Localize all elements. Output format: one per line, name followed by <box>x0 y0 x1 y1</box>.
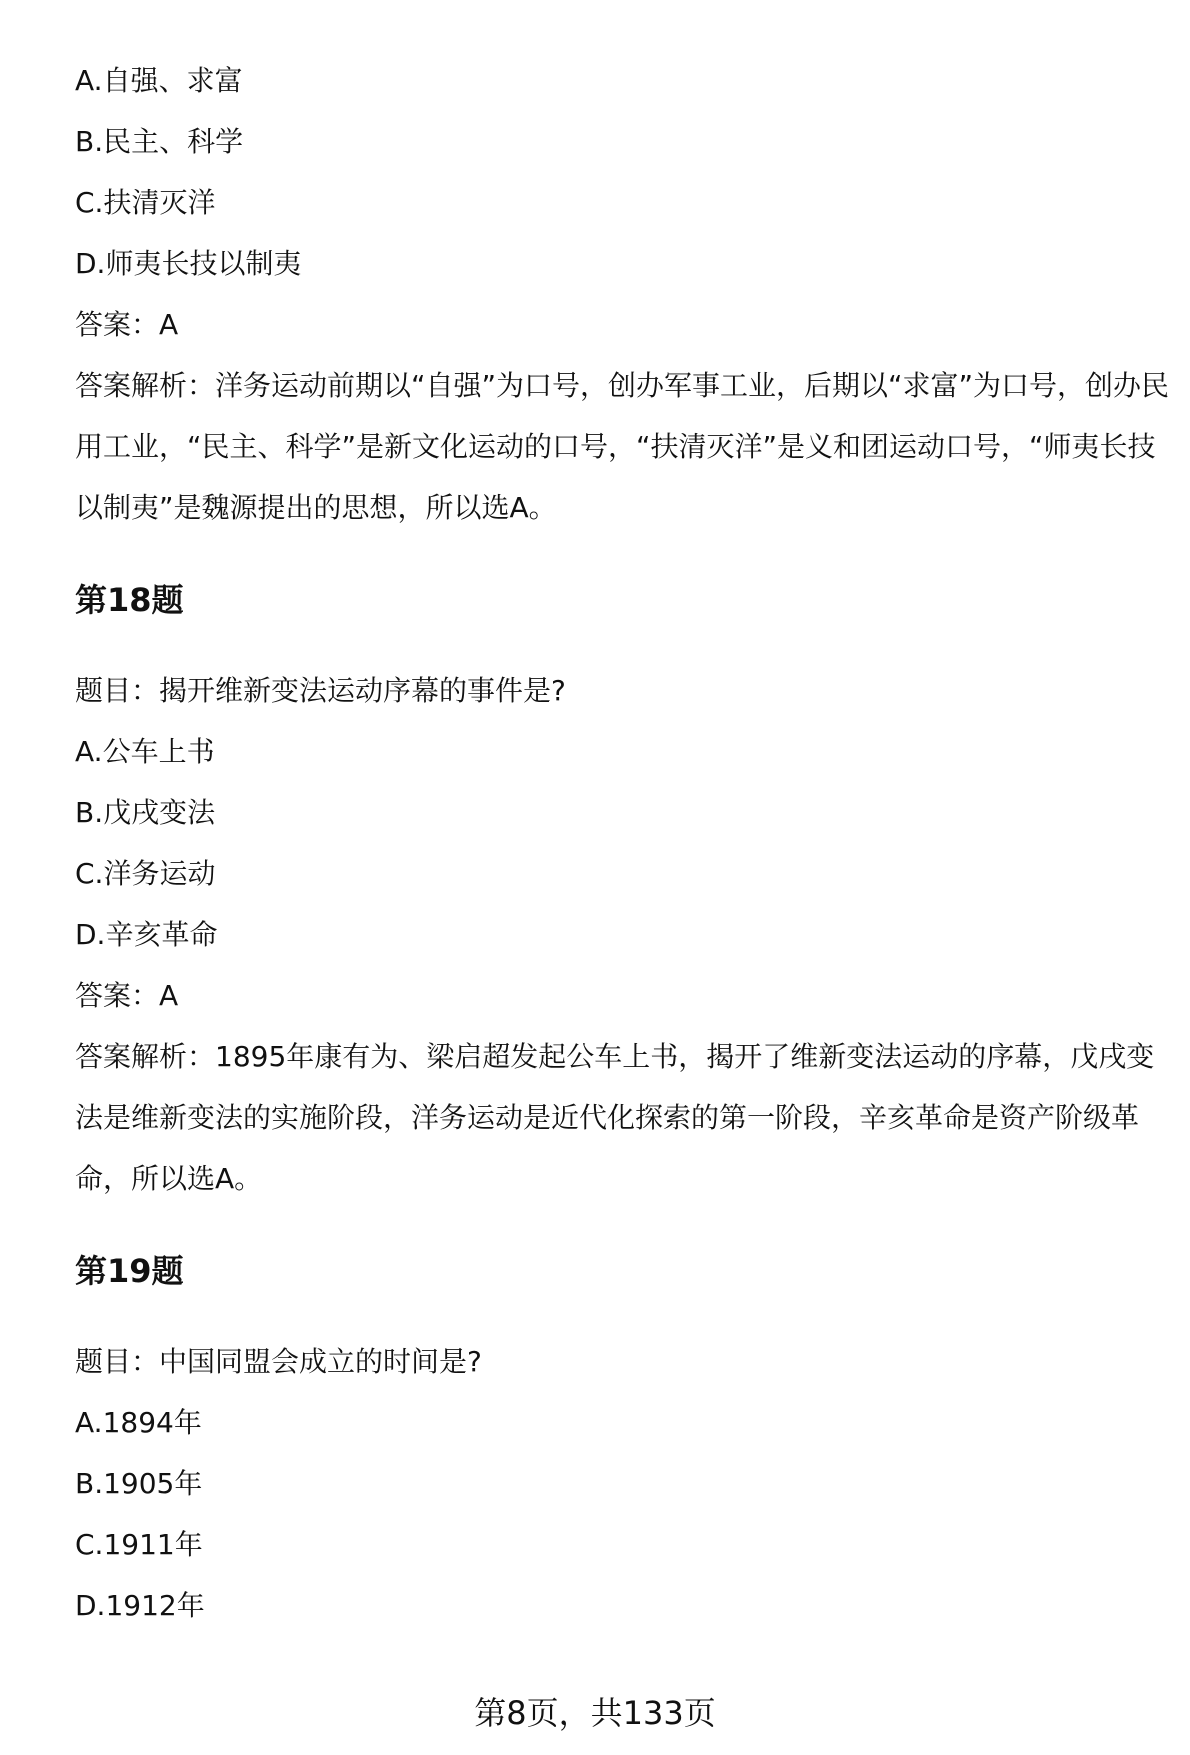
option-c: C.1911年 <box>75 1528 203 1561</box>
question-19-heading: 第19题 <box>75 1252 184 1290</box>
answer-explanation: 答案解析：1895年康有为、梁启超发起公车上书，揭开了维新变法运动的序幕，戊戌变法是维新变法的实施阶段，洋务运动是近代化探索的第一阶段，辛亥革命是资产阶级革命，所以选A。 <box>75 1040 1155 1195</box>
option-b: B.民主、科学 <box>75 125 244 158</box>
option-b: B.戊戌变法 <box>75 796 216 829</box>
option-a: A.公车上书 <box>75 735 215 768</box>
answer-text: 答案：A <box>75 308 179 341</box>
question-18-block <box>75 580 1175 1209</box>
answer-text: 答案：A <box>75 979 179 1012</box>
question-text: 题目：揭开维新变法运动序幕的事件是? <box>75 674 566 707</box>
question-19-block <box>75 1251 1175 1636</box>
option-d: D.1912年 <box>75 1589 205 1622</box>
option-d: D.师夷长技以制夷 <box>75 247 302 280</box>
option-c: C.扶清灭洋 <box>75 186 216 219</box>
prev-question-block <box>75 50 1175 538</box>
option-d: D.辛亥革命 <box>75 918 218 951</box>
page-content <box>75 50 1175 1636</box>
option-a: A.1894年 <box>75 1406 202 1439</box>
answer-explanation: 答案解析：洋务运动前期以“自强”为口号，创办军事工业，后期以“求富”为口号，创办民用工业，“民主、科学”是新文化运动的口号，“扶清灭洋”是义和团运动口号，“师夷长技以制夷”是魏源提出的思想，所以选A。 <box>75 369 1170 524</box>
question-18-heading: 第18题 <box>75 581 184 619</box>
page-number-footer: 第8页，共133页 <box>474 1694 716 1732</box>
option-c: C.洋务运动 <box>75 857 216 890</box>
question-text: 题目：中国同盟会成立的时间是? <box>75 1345 482 1378</box>
option-b: B.1905年 <box>75 1467 203 1500</box>
option-a: A.自强、求富 <box>75 64 243 97</box>
